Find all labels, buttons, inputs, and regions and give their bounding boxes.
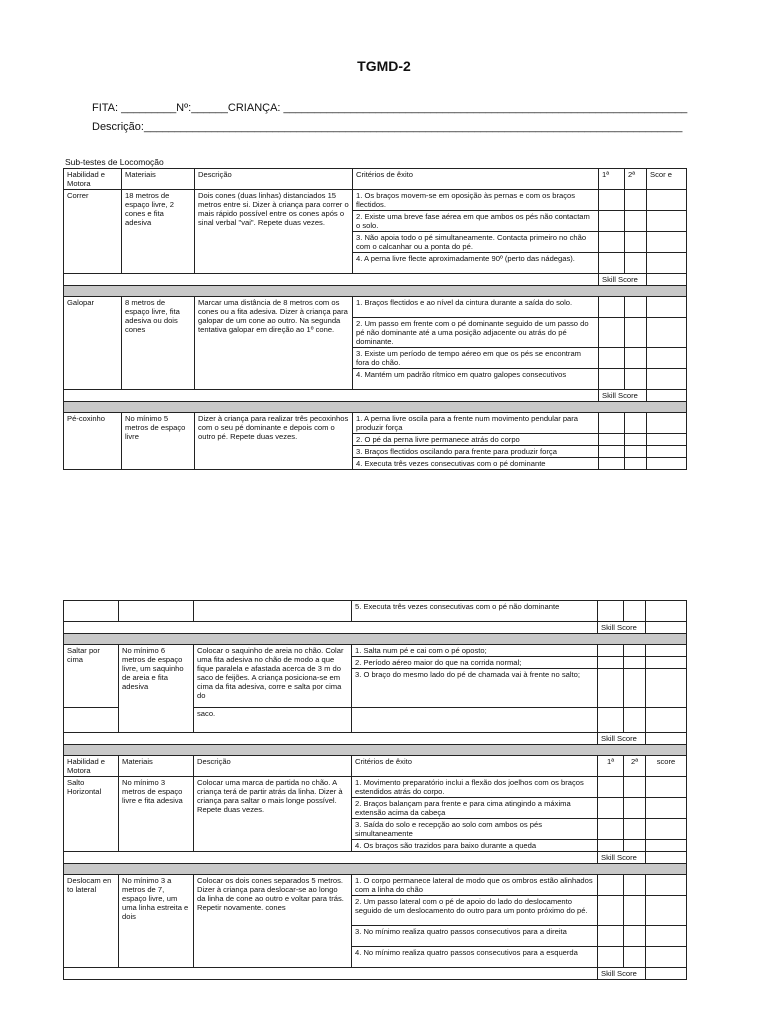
skill-name: Galopar <box>64 297 122 390</box>
trial1-cell[interactable] <box>599 446 625 458</box>
trial2-cell[interactable] <box>624 798 646 819</box>
separator-row <box>64 402 687 413</box>
skill-score-row <box>64 622 687 634</box>
trial2-cell[interactable] <box>624 708 646 733</box>
trial1-cell[interactable] <box>598 657 624 669</box>
trial2-cell[interactable] <box>625 232 647 253</box>
trial2-cell[interactable] <box>624 601 646 622</box>
skill-materials: 8 metros de espaço livre, fita adesiva ou dois cones <box>122 297 195 390</box>
separator-row <box>64 745 687 756</box>
score-cell[interactable] <box>647 190 687 211</box>
trial2-cell[interactable] <box>625 297 647 318</box>
score-cell[interactable] <box>647 348 687 369</box>
skill-materials: No mínimo 3 metros de espaço livre e fita adesiva <box>119 777 194 852</box>
score-cell[interactable] <box>646 777 687 798</box>
skill-materials: No mínimo 6 metros de espaço livre, um saquinho de areia e fita adesiva <box>119 645 194 733</box>
subtest-title: Sub-testes de Locomoção <box>65 157 164 167</box>
table-row <box>64 875 687 896</box>
criterion: 3. Não apoia todo o pé simultaneamente. Contacta primeiro no chão com o calcanhar ou a ponta do pé. <box>353 232 599 253</box>
description-line: Descrição:________________________________________________________________________________________ <box>92 121 683 133</box>
trial1-cell[interactable] <box>598 645 624 657</box>
criterion: 3. Existe um período de tempo aéreo em que os pés se encontram fora do chão. <box>353 348 599 369</box>
score-cell[interactable] <box>646 926 687 947</box>
col-header-score: score <box>646 756 687 777</box>
trial2-cell[interactable] <box>625 318 647 348</box>
col-header-trial2: 2ª <box>625 169 647 190</box>
skill-score-label: Skill Score <box>598 852 646 864</box>
score-cell[interactable] <box>647 458 687 470</box>
trial1-cell[interactable] <box>599 211 625 232</box>
trial1-cell[interactable] <box>599 190 625 211</box>
col-header-criteria: Critérios de êxito <box>353 169 599 190</box>
score-cell[interactable] <box>647 211 687 232</box>
score-cell[interactable] <box>646 708 687 733</box>
col-header-score: Scor e <box>647 169 687 190</box>
skill-materials: No mínimo 5 metros de espaço livre <box>122 413 195 470</box>
score-cell[interactable] <box>646 896 687 926</box>
trial1-cell[interactable] <box>598 819 624 840</box>
criterion: 3. No mínimo realiza quatro passos consecutivos para a direita <box>352 926 598 947</box>
skill-score-label: Skill Score <box>599 390 647 402</box>
criterion: 1. O corpo permanece lateral de modo que os ombros estão alinhados com a linha do chão <box>352 875 598 896</box>
trial2-cell[interactable] <box>625 446 647 458</box>
trial1-cell[interactable] <box>598 947 624 968</box>
score-cell[interactable] <box>646 798 687 819</box>
trial2-cell[interactable] <box>625 190 647 211</box>
separator-row <box>64 286 687 297</box>
table-row <box>64 601 687 622</box>
trial1-cell[interactable] <box>599 458 625 470</box>
skill-description-cont: saco. <box>194 708 352 733</box>
skill-description: Colocar os dois cones separados 5 metros. Dizer à criança para deslocar-se ao longo da linha de cone ao outro e voltar para trás. Repetir novamente. cones <box>194 875 352 968</box>
table-row <box>64 645 687 657</box>
score-cell[interactable] <box>647 297 687 318</box>
trial1-cell[interactable] <box>598 708 624 733</box>
skill-name: Saltar por cima <box>64 645 119 708</box>
trial2-cell[interactable] <box>625 211 647 232</box>
trial1-cell[interactable] <box>598 840 624 852</box>
criterion: 2. Período aéreo maior do que na corrida normal; <box>352 657 598 669</box>
trial1-cell[interactable] <box>598 798 624 819</box>
criterion: 4. Mantém um padrão rítmico em quatro galopes consecutivos <box>353 369 599 390</box>
table-row <box>64 190 687 211</box>
trial2-cell[interactable] <box>625 413 647 434</box>
trial2-cell[interactable] <box>624 926 646 947</box>
trial1-cell[interactable] <box>599 232 625 253</box>
locomotion-table-page1 <box>63 168 687 470</box>
criterion: 1. Salta num pé e cai com o pé oposto; <box>352 645 598 657</box>
skill-score-value[interactable] <box>646 852 687 864</box>
trial2-cell[interactable] <box>624 947 646 968</box>
trial1-cell[interactable] <box>599 413 625 434</box>
score-cell[interactable] <box>646 819 687 840</box>
trial2-cell[interactable] <box>625 348 647 369</box>
skill-score-value[interactable] <box>646 733 687 745</box>
header-row <box>64 169 687 190</box>
score-cell[interactable] <box>647 446 687 458</box>
criterion: 3. Braços flectidos oscilando para frente para produzir força <box>353 446 599 458</box>
trial1-cell[interactable] <box>598 601 624 622</box>
criterion: 1. Movimento preparatório inclui a flexão dos joelhos com os braços estendidos atrás do corpo. <box>352 777 598 798</box>
trial2-cell[interactable] <box>624 777 646 798</box>
criterion: 2. O pé da perna livre permanece atrás do corpo <box>353 434 599 446</box>
criterion: 2. Um passo lateral com o pé de apoio do lado do deslocamento seguido de um deslocamento do outro para um ponto próximo do pé. <box>352 896 598 926</box>
score-cell[interactable] <box>646 947 687 968</box>
skill-score-value[interactable] <box>646 968 687 980</box>
skill-description: Dois cones (duas linhas) distanciados 15 metros entre si. Dizer à criança para correr o mais rápido possível entre os cones após o sinal verbal "vai". Repete duas vezes. <box>195 190 353 274</box>
skill-score-row <box>64 390 687 402</box>
criterion: 4. A perna livre flecte aproximadamente 90º (perto das nádegas). <box>353 253 599 274</box>
trial2-cell[interactable] <box>625 369 647 390</box>
skill-description: Marcar uma distância de 8 metros com os cones ou a fita adesiva. Dizer à criança para galopar de um cone ao outro. Na segunda tentativa galopar em direção ao 1º cone. <box>195 297 353 390</box>
document-title: TGMD-2 <box>357 58 411 74</box>
criterion: 2. Braços balançam para frente e para cima atingindo a máxima extensão acima da cabeça <box>352 798 598 819</box>
skill-score-value[interactable] <box>647 274 687 286</box>
col-header-description: Descrição <box>195 169 353 190</box>
col-header-trial1: 1ª <box>598 756 624 777</box>
skill-name: Deslocam en to lateral <box>64 875 119 968</box>
col-header-trial2: 2ª <box>624 756 646 777</box>
score-cell[interactable] <box>646 657 687 669</box>
table-row <box>64 297 687 318</box>
criterion: 1. Braços flectidos e ao nível da cintura durante a saída do solo. <box>353 297 599 318</box>
col-header-materials: Materiais <box>119 756 194 777</box>
skill-score-value[interactable] <box>647 390 687 402</box>
score-cell[interactable] <box>646 669 687 708</box>
trial1-cell[interactable] <box>598 669 624 708</box>
skill-description: Dizer à criança para realizar três pecoxinhos com o seu pé dominante e depois com o outro pé. Repete duas vezes. <box>195 413 353 470</box>
score-cell[interactable] <box>647 369 687 390</box>
col-header-description: Descrição <box>194 756 352 777</box>
trial1-cell[interactable] <box>598 926 624 947</box>
trial2-cell[interactable] <box>624 645 646 657</box>
criterion: 5. Executa três vezes consecutivas com o pé não dominante <box>352 601 598 622</box>
trial2-cell[interactable] <box>625 253 647 274</box>
skill-score-label: Skill Score <box>598 622 646 634</box>
score-cell[interactable] <box>647 318 687 348</box>
trial2-cell[interactable] <box>625 434 647 446</box>
table-row <box>64 777 687 798</box>
trial2-cell[interactable] <box>624 669 646 708</box>
col-header-materials: Materiais <box>122 169 195 190</box>
criterion: 3. Saída do solo e recepção ao solo com ambos os pés simultaneamente <box>352 819 598 840</box>
skill-name: Salto Horizontal <box>64 777 119 852</box>
score-cell[interactable] <box>647 253 687 274</box>
skill-name: Correr <box>64 190 122 274</box>
score-cell[interactable] <box>647 413 687 434</box>
trial1-cell[interactable] <box>599 369 625 390</box>
skill-score-label: Skill Score <box>598 968 646 980</box>
trial1-cell[interactable] <box>598 875 624 896</box>
trial2-cell[interactable] <box>624 875 646 896</box>
separator-row <box>64 864 687 875</box>
criterion: 1. A perna livre oscila para a frente num movimento pendular para produzir força <box>353 413 599 434</box>
skill-score-row <box>64 968 687 980</box>
score-cell[interactable] <box>646 601 687 622</box>
skill-score-row <box>64 852 687 864</box>
table-row <box>64 413 687 434</box>
skill-score-label: Skill Score <box>599 274 647 286</box>
score-cell[interactable] <box>647 434 687 446</box>
criterion: 2. Existe uma breve fase aérea em que ambos os pés não contactam o solo. <box>353 211 599 232</box>
skill-materials: 18 metros de espaço livre, 2 cones e fita adesiva <box>122 190 195 274</box>
trial1-cell[interactable] <box>599 348 625 369</box>
trial1-cell[interactable] <box>599 253 625 274</box>
skill-score-row <box>64 733 687 745</box>
criterion: 1. Os braços movem-se em oposição às pernas e com os braços flectidos. <box>353 190 599 211</box>
score-cell[interactable] <box>646 875 687 896</box>
skill-description: Colocar o saquinho de areia no chão. Colar uma fita adesiva no chão de modo a que fique paralela e afastada acerca de 3 m do saco de feijões. A criança posiciona-se em cima da fita adesiva, corre e salta por cima do <box>194 645 352 708</box>
col-header-skill: Habilidad e Motora <box>64 756 119 777</box>
fita-line: FITA: _________Nº:______CRIANÇA: __________________________________________________________________ <box>92 102 688 114</box>
trial1-cell[interactable] <box>599 434 625 446</box>
criterion: 3. O braço do mesmo lado do pé de chamada vai à frente no salto; <box>352 669 598 708</box>
col-header-trial1: 1ª <box>599 169 625 190</box>
trial2-cell[interactable] <box>624 840 646 852</box>
criterion: 2. Um passo em frente com o pé dominante seguido de um passo do pé não dominante até a uma posição adjacente ou atrás do pé dominante. <box>353 318 599 348</box>
score-cell[interactable] <box>647 232 687 253</box>
trial2-cell[interactable] <box>624 896 646 926</box>
locomotion-table-page2 <box>63 600 687 980</box>
trial1-cell[interactable] <box>599 318 625 348</box>
score-cell[interactable] <box>646 840 687 852</box>
skill-materials: No mínimo 3 a metros de 7, espaço livre, um uma linha estreita e dois <box>119 875 194 968</box>
trial2-cell[interactable] <box>625 458 647 470</box>
trial1-cell[interactable] <box>599 297 625 318</box>
header-row <box>64 756 687 777</box>
skill-description: Colocar uma marca de partida no chão. A criança terá de partir atrás da linha. Dizer à criança para saltar o mais longe possível. Repete duas vezes. <box>194 777 352 852</box>
skill-name: Pé-coxinho <box>64 413 122 470</box>
skill-score-label: Skill Score <box>598 733 646 745</box>
skill-score-row <box>64 274 687 286</box>
col-header-skill: Habilidad e Motora <box>64 169 122 190</box>
trial2-cell[interactable] <box>624 819 646 840</box>
skill-score-value[interactable] <box>646 622 687 634</box>
trial1-cell[interactable] <box>598 896 624 926</box>
trial1-cell[interactable] <box>598 777 624 798</box>
separator-row <box>64 634 687 645</box>
criterion: 4. Os braços são trazidos para baixo durante a queda <box>352 840 598 852</box>
score-cell[interactable] <box>646 645 687 657</box>
col-header-criteria: Critérios de êxito <box>352 756 598 777</box>
criterion: 4. No mínimo realiza quatro passos consecutivos para a esquerda <box>352 947 598 968</box>
criterion: 4. Executa três vezes consecutivas com o pé dominante <box>353 458 599 470</box>
trial2-cell[interactable] <box>624 657 646 669</box>
